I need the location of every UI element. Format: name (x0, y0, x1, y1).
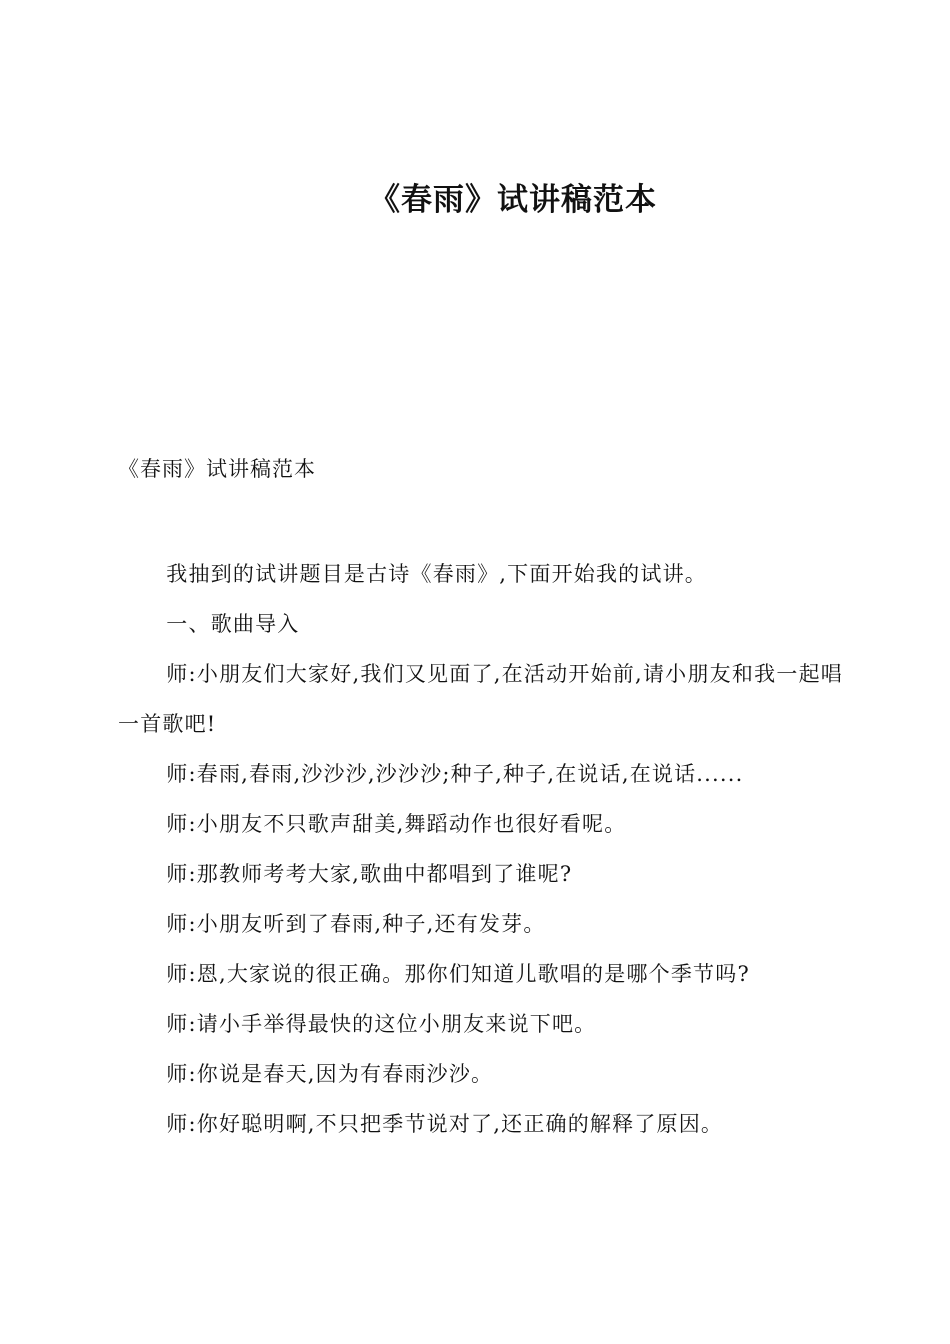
document-body (118, 549, 843, 1149)
section-heading: 一、歌曲导入 (166, 612, 300, 636)
paragraph-call-student: 师:请小手举得最快的这位小朋友来说下吧。 (166, 1012, 597, 1036)
paragraph-song-lyrics: 师:春雨,春雨,沙沙沙,沙沙沙;种子,种子,在说话,在说话...... (166, 762, 744, 786)
paragraph-praise: 师:小朋友不只歌声甜美,舞蹈动作也很好看呢。 (166, 812, 627, 836)
paragraph-feedback: 师:你好聪明啊,不只把季节说对了,还正确的解释了原因。 (166, 1112, 724, 1136)
paragraph-season-question: 师:恩,大家说的很正确。那你们知道儿歌唱的是哪个季节吗? (166, 962, 750, 986)
paragraph-student-answer: 师:你说是春天,因为有春雨沙沙。 (166, 1062, 494, 1086)
paragraph-intro: 我抽到的试讲题目是古诗《春雨》,下面开始我的试讲。 (166, 562, 707, 586)
page-title: 《春雨》试讲稿范本 (369, 182, 657, 218)
document-heading: 《春雨》试讲稿范本 (118, 457, 316, 481)
paragraph-greeting: 师:小朋友们大家好,我们又见面了,在活动开始前,请小朋友和我一起唱一首歌吧! (118, 662, 843, 736)
paragraph-answer: 师:小朋友听到了春雨,种子,还有发芽。 (166, 912, 546, 936)
paragraph-question: 师:那教师考考大家,歌曲中都唱到了谁呢? (166, 862, 573, 886)
